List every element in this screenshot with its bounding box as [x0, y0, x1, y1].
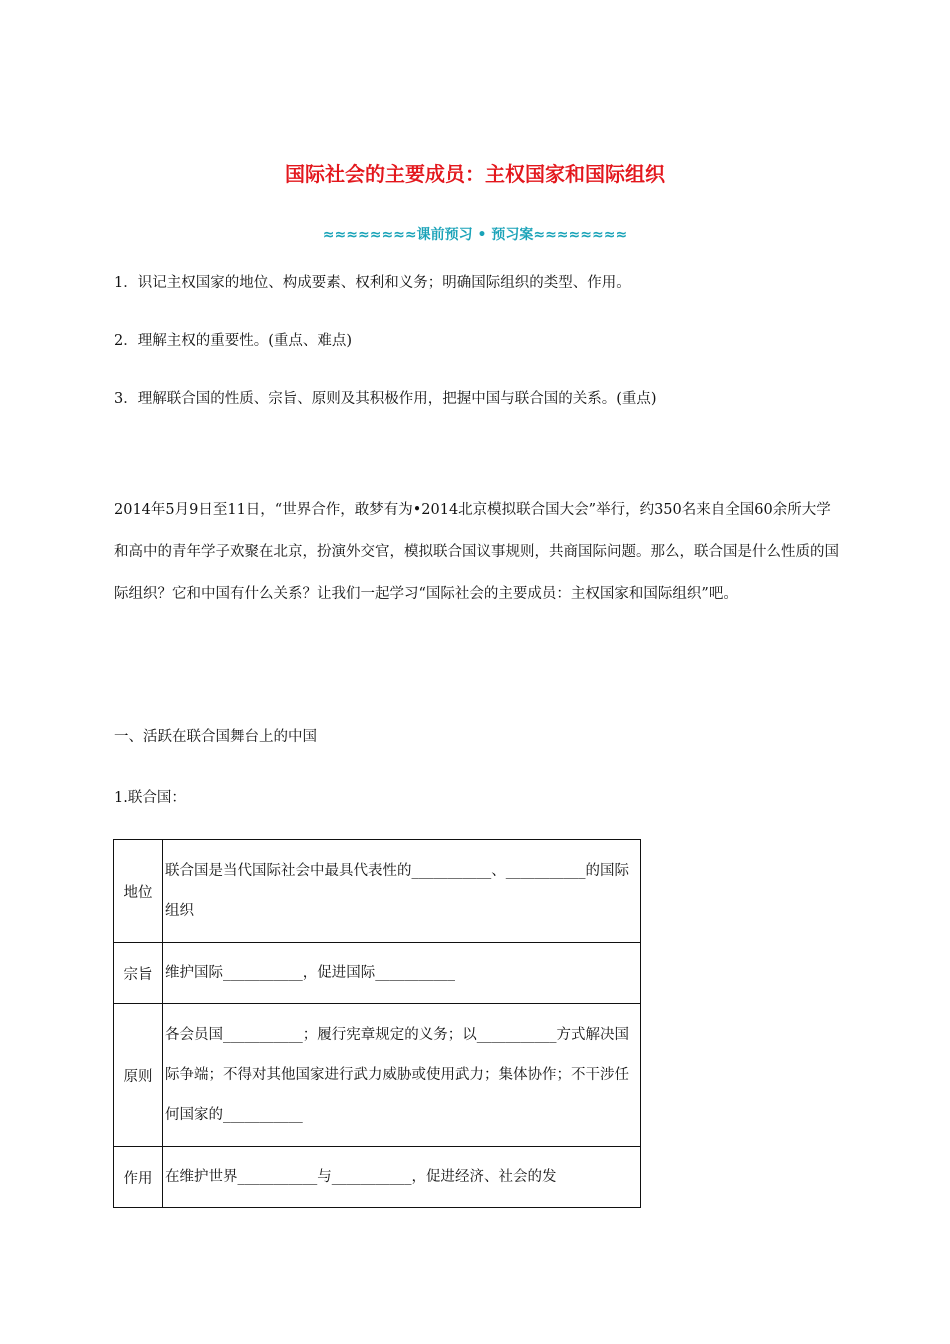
row-value: 在维护世界___________与___________，促进经济、社会的发 [163, 1147, 641, 1208]
row-key: 地位 [114, 840, 163, 943]
table-row [114, 840, 641, 943]
table-row [114, 1147, 641, 1208]
row-key: 作用 [114, 1147, 163, 1208]
goal-2: 2．理解主权的重要性。(重点、难点) [114, 333, 353, 349]
section-heading: 一、活跃在联合国舞台上的中国 [114, 729, 317, 745]
row-key: 宗旨 [114, 943, 163, 1004]
intro-paragraph: 2014年5月9日至11日，“世界合作，敢梦有为•2014北京模拟联合国大会”举行，约350名来自全国60余所大学和高中的青年学子欢聚在北京，扮演外交官，模拟联合国议事规则，共商国际问题。那么，联合国是什么性质的国际组织？它和中国有什么关系？让我们一起学习“国际社会的主要成员：主权国家和国际组织”吧。 [114, 502, 839, 602]
sub-heading: 1.联合国： [114, 790, 186, 806]
row-key: 原则 [114, 1004, 163, 1147]
goal-3: 3．理解联合国的性质、宗旨、原则及其积极作用，把握中国与联合国的关系。(重点) [114, 391, 657, 407]
table-row [114, 1004, 641, 1147]
goal-1: 1．识记主权国家的地位、构成要素、权利和义务；明确国际组织的类型、作用。 [114, 275, 631, 291]
row-value: 维护国际___________，促进国际___________ [163, 943, 641, 1004]
row-value: 各会员国___________；履行宪章规定的义务；以___________方式解决国际争端；不得对其他国家进行武力威胁或使用武力；集体协作；不干涉任何国家的___________ [163, 1004, 641, 1147]
table-row [114, 943, 641, 1004]
page-title: 国际社会的主要成员：主权国家和国际组织 [285, 162, 665, 186]
un-table [113, 839, 641, 1208]
row-value: 联合国是当代国际社会中最具代表性的___________、___________的国际组织 [163, 840, 641, 943]
section-banner: ≈≈≈≈≈≈≈≈课前预习 • 预习案≈≈≈≈≈≈≈≈ [322, 227, 628, 243]
